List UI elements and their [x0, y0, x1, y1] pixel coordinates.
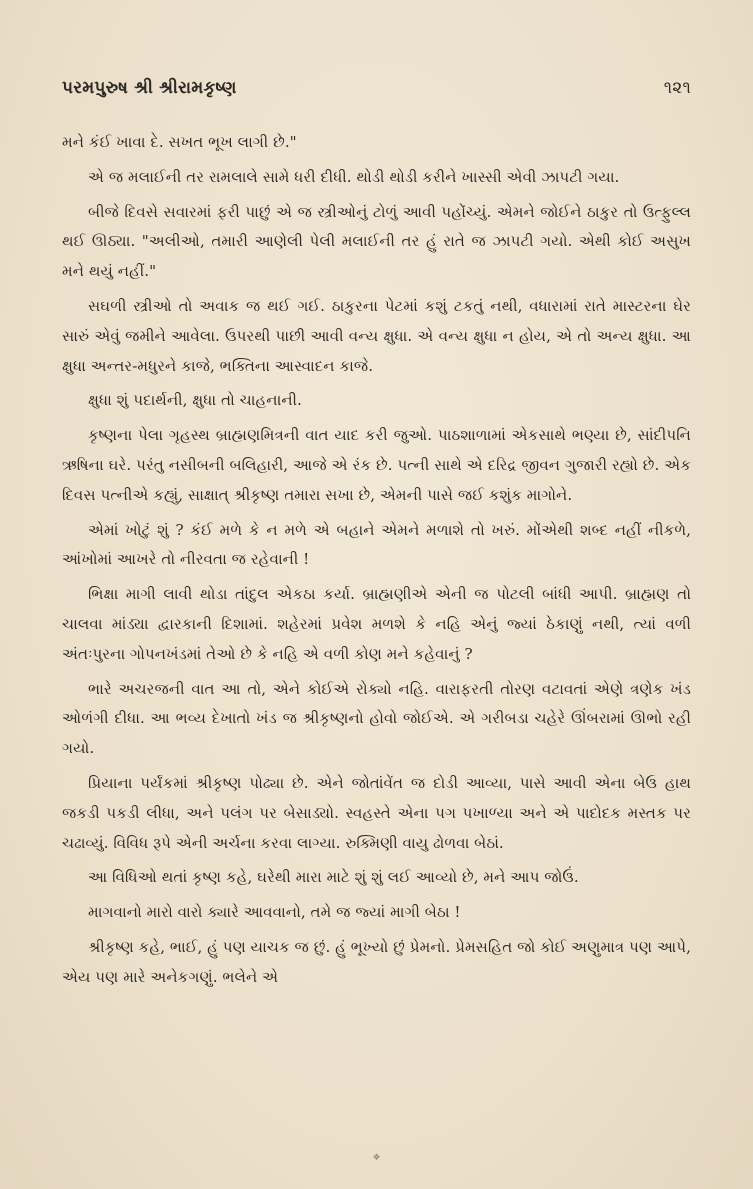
paragraph: ભારે અચરજની વાત આ તો, એને કોઈએ રોક્યો નહિ. વારાફરતી તોરણ વટાવતાં એણે ત્રણેક ખંડ ઓળંગી દીધા. આ ભવ્ય દેખાતો ખંડ જ શ્રીકૃષ્ણનો હોવો જોઈએ. એ ગરીબડા ચહેરે ઊંબરામાં ઊભો રહી ગયો.	[62, 679, 691, 758]
running-header	[62, 78, 691, 98]
page-number: ૧૨૧	[663, 78, 691, 98]
paragraph: એ જ મલાઈની તર રામલાલે સામે ધરી દીધી. થોડી થોડી કરીને ખાસ્સી એવી ઝાપટી ગયા.	[88, 167, 620, 186]
paragraph: બીજે દિવસે સવારમાં ફરી પાછું એ જ સ્ત્રીઓનું ટોળું આવી પહોંચ્યું. એમને જોઈને ઠાકુર તો ઉત્ફુલ્લ થઈ ઊઠ્યા. "અલીઓ, તમારી આણેલી પેલી મલાઈની તર હું રાતે જ ઝાપટી ગયો. એથી કોઈ અસુખ મને થયું નહીં."	[62, 202, 691, 281]
paragraph: ભિક્ષા માગી લાવી થોડા તાંદુલ એકઠા કર્યા. બ્રાહ્મણીએ એની જ પોટલી બાંધી આપી. બ્રાહ્મણ તો ચાલવા માંડ્યા દ્વારકાની દિશામાં. શહેરમાં પ્રવેશ મળશે કે નહિ એનું જ્યાં ઠેકાણું નથી, ત્યાં વળી અંતઃપુરના ગોપનખંડમાં તેઓ છે કે નહિ એ વળી કોણ મને કહેવાનું ?	[62, 585, 691, 663]
paragraph: માગવાનો મારો વારો ક્યારે આવવાનો, તમે જ જ્યાં માગી બેઠા !	[88, 903, 461, 922]
paragraph: મને કંઈ ખાવા દે. સખત ભૂખ લાગી છે."	[62, 133, 297, 151]
paragraph: કૃષ્ણના પેલા ગૃહસ્થ બ્રાહ્મણમિત્રની વાત યાદ કરી જુઓ. પાઠશાળામાં એકસાથે ભણ્યા છે, સાંદીપનિ ઋષિના ઘરે. પરંતુ નસીબની બલિહારી, આજે એ રંક છે. પત્ની સાથે એ દરિદ્ર જીવન ગુજારી રહ્યો છે. એક દિવસ પત્નીએ કહ્યું, સાક્ષાત્ શ્રીકૃષ્ણ તમારા સખા છે, એમની પાસે જઈ કશુંક માગોને.	[62, 426, 691, 504]
paragraph: આ વિધિઓ થતાં કૃષ્ણ કહે, ઘરેથી મારા માટે શું શું લઈ આવ્યો છે, મને આપ જોઉં.	[88, 868, 579, 887]
running-title: પરમપુરુષ શ્રી શ્રીરામકૃષ્ણ	[62, 78, 237, 98]
body-text	[62, 128, 691, 993]
page-ornament: ❖	[372, 1153, 381, 1163]
paragraph: એમાં ખોટું શું ? કંઈ મળે કે ન મળે એ બહાને એમને મળાશે તો ખરું. મોંએથી શબ્દ નહીં નીકળે, આંખોમાં આખરે તો નીરવતા જ રહેવાની !	[62, 520, 691, 569]
paragraph: સઘળી સ્ત્રીઓ તો અવાક જ થઈ ગઈ. ઠાકુરના પેટમાં કશું ટકતું નથી, વધારામાં રાતે માસ્ટરના ઘેર સારું એવું જમીને આવેલા. ઉપરથી પાછી આવી વન્ય ક્ષુધા. એ વન્ય ક્ષુધા ન હોય, એ તો અન્ય ક્ષુધા. આ ક્ષુધા અન્તર-મધુરને કાજે, ભક્તિના આસ્વાદન કાજે.	[62, 296, 691, 375]
paragraph: ક્ષુધા શું પદાર્થની, ક્ષુધા તો ચાહનાની.	[88, 391, 302, 410]
paragraph: શ્રીકૃષ્ણ કહે, ભાઈ, હું પણ યાચક જ છું. હું ભૂખ્યો છું પ્રેમનો. પ્રેમસહિત જો કોઈ અણુમાત્ર પણ આપે, એય પણ મારે અનેકગણું. ભલેને એ	[62, 937, 691, 986]
paragraph: પ્રિયાના પર્યંકમાં શ્રીકૃષ્ણ પોઢ્યા છે. એને જોતાંવેંત જ દોડી આવ્યા, પાસે આવી એના બેઉ હાથ જકડી પકડી લીધા, અને પલંગ પર બેસાડ્યો. સ્વહસ્તે એના પગ પખાળ્યા અને એ પાદોદક મસ્તક પર ચઢાવ્યું. વિવિધ રૂપે એની અર્ચના કરવા લાગ્યા. રુક્મિણી વાયુ ઢોળવા બેઠાં.	[62, 773, 691, 852]
